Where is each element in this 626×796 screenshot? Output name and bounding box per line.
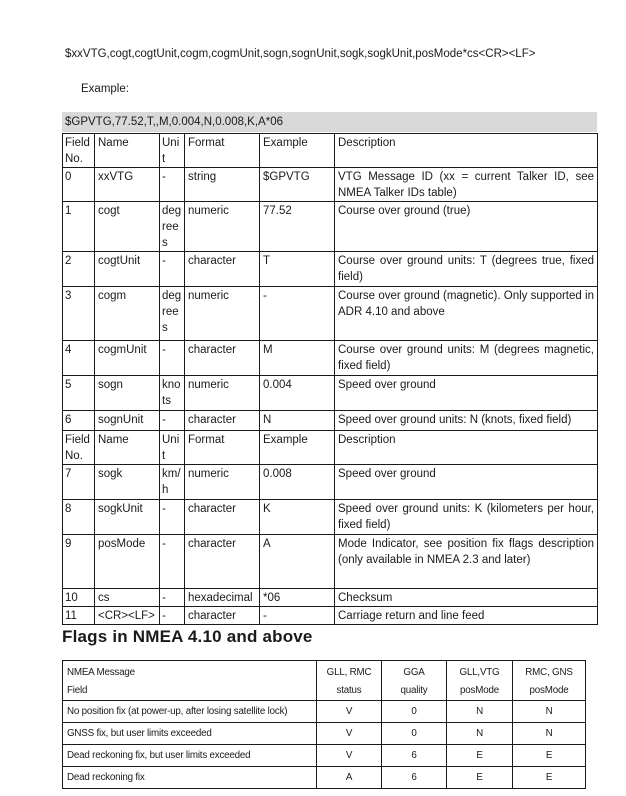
field-unit-cell: degrees [160,202,185,252]
header-line: GLL,VTG [459,667,500,678]
field-example-cell: 0.008 [260,465,335,500]
field-description-cell: Speed over ground [335,465,598,500]
field-no-cell: 1 [63,202,95,252]
vtg-field-table [62,133,598,625]
field-example-cell: N [260,411,335,431]
flags-value-cell: 6 [382,745,447,767]
section-heading: Flags in NMEA 4.10 and above [62,627,313,646]
field-table-header-row [63,134,598,168]
flags-value-cell: 0 [382,701,447,723]
vtg-syntax-line: $xxVTG,cogt,cogtUnit,cogm,cogmUnit,sogn,sognUnit,sogk,sogkUnit,posMode*cs<CR><LF> [65,48,536,60]
field-name-cell: sogn [95,376,160,411]
field-no-cell: 11 [63,607,95,625]
flags-value-cell: 6 [382,767,447,789]
flags-condition-cell: No position fix (at power-up, after losing satellite lock) [63,701,317,723]
field-format-cell: numeric [185,465,260,500]
field-row [63,202,598,252]
field-description-cell: Speed over ground units: N (knots, fixed field) [335,411,598,431]
field-description-cell: Checksum [335,589,598,607]
flags-value-cell: N [447,723,513,745]
field-row [63,589,598,607]
flags-row-header [63,661,317,701]
column-header: Description [335,134,598,168]
field-name-cell: sogk [95,465,160,500]
flags-row [63,723,586,745]
field-row [63,465,598,500]
column-header: Field No. [63,134,95,168]
field-description-cell: Course over ground units: T (degrees true, fixed field) [335,252,598,287]
field-example-cell: K [260,500,335,535]
flags-value-cell: E [447,745,513,767]
flags-value-cell: N [447,701,513,723]
field-format-cell: character [185,252,260,287]
header-line: posMode [529,685,569,696]
field-unit-cell: knots [160,376,185,411]
field-row [63,500,598,535]
flags-value-cell: E [513,745,586,767]
field-no-cell: 4 [63,341,95,376]
field-name-cell: <CR><LF> [95,607,160,625]
field-row [63,341,598,376]
field-example-cell: 77.52 [260,202,335,252]
field-unit-cell: - [160,607,185,625]
flags-table-header-row [63,661,586,701]
field-format-cell: character [185,341,260,376]
field-name-cell: sogkUnit [95,500,160,535]
column-header: Unit [160,134,185,168]
flags-condition-cell: GNSS fix, but user limits exceeded [63,723,317,745]
field-no-cell: 5 [63,376,95,411]
flags-row [63,745,586,767]
field-name-cell: cs [95,589,160,607]
column-header: Example [260,431,335,465]
flags-value-cell: A [317,767,382,789]
header-line: posMode [460,685,499,696]
field-format-cell: hexadecimal [185,589,260,607]
field-name-cell: sognUnit [95,411,160,431]
field-description-cell: Carriage return and line feed [335,607,598,625]
field-name-cell: cogmUnit [95,341,160,376]
header-line: GGA [403,667,425,678]
flags-value-cell: E [447,767,513,789]
header-line: status [336,685,362,696]
field-unit-cell: - [160,252,185,287]
field-no-cell: 6 [63,411,95,431]
field-no-cell: 3 [63,287,95,341]
column-header: Name [95,134,160,168]
field-format-cell: numeric [185,376,260,411]
field-row [63,535,598,589]
field-example-cell: T [260,252,335,287]
flags-row [63,701,586,723]
field-description-cell: Course over ground (true) [335,202,598,252]
field-no-cell: 7 [63,465,95,500]
flags-row [63,767,586,789]
field-unit-cell: - [160,535,185,589]
flags-column-header [513,661,586,701]
nmea-flags-table [62,660,586,789]
field-description-cell: Mode Indicator, see position fix flags description (only available in NMEA 2.3 and later) [335,535,598,589]
field-description-cell: VTG Message ID (xx = current Talker ID, see NMEA Talker IDs table) [335,168,598,202]
field-no-cell: 0 [63,168,95,202]
field-unit-cell: km/h [160,465,185,500]
header-line: GLL, RMC [326,667,372,678]
flags-value-cell: E [513,767,586,789]
flags-condition-cell: Dead reckoning fix, but user limits exceeded [63,745,317,767]
field-unit-cell: - [160,411,185,431]
field-name-cell: xxVTG [95,168,160,202]
field-row [63,607,598,625]
field-name-cell: cogm [95,287,160,341]
flags-condition-cell: Dead reckoning fix [63,767,317,789]
column-header: Example [260,134,335,168]
flags-column-header [447,661,513,701]
field-example-cell: 0.004 [260,376,335,411]
flags-value-cell: V [317,723,382,745]
field-format-cell: character [185,535,260,589]
field-format-cell: character [185,411,260,431]
flags-value-cell: 0 [382,723,447,745]
field-no-cell: 10 [63,589,95,607]
column-header: Description [335,431,598,465]
field-description-cell: Course over ground (magnetic). Only supported in ADR 4.10 and above [335,287,598,341]
field-example-cell: *06 [260,589,335,607]
column-header: Field No. [63,431,95,465]
vtg-field-table-body [63,134,598,625]
field-description-cell: Course over ground units: M (degrees magnetic, fixed field) [335,341,598,376]
field-row [63,252,598,287]
field-unit-cell: - [160,341,185,376]
field-unit-cell: - [160,589,185,607]
example-message-text: $GPVTG,77.52,T,,M,0.004,N,0.008,K,A*06 [65,116,283,128]
field-no-cell: 2 [63,252,95,287]
field-unit-cell: degrees [160,287,185,341]
column-header: Name [95,431,160,465]
field-name-cell: cogt [95,202,160,252]
field-format-cell: string [185,168,260,202]
field-name-cell: cogtUnit [95,252,160,287]
flags-value-cell: V [317,745,382,767]
field-row [63,376,598,411]
field-format-cell: character [185,500,260,535]
field-unit-cell: - [160,500,185,535]
field-description-cell: Speed over ground units: K (kilometers per hour, fixed field) [335,500,598,535]
flags-value-cell: N [513,723,586,745]
column-header: Format [185,431,260,465]
field-example-cell: - [260,287,335,341]
field-row [63,287,598,341]
field-format-cell: numeric [185,287,260,341]
field-format-cell: character [185,607,260,625]
flags-column-header [382,661,447,701]
field-unit-cell: - [160,168,185,202]
field-no-cell: 9 [63,535,95,589]
field-format-cell: numeric [185,202,260,252]
header-line: NMEA Message [67,667,135,678]
field-table-header-row [63,431,598,465]
field-example-cell: M [260,341,335,376]
field-row [63,168,598,202]
field-example-cell: $GPVTG [260,168,335,202]
flags-column-header [317,661,382,701]
header-line: quality [400,685,428,696]
example-label: Example: [81,83,129,95]
field-name-cell: posMode [95,535,160,589]
header-line: Field [67,685,88,696]
field-description-cell: Speed over ground [335,376,598,411]
field-row [63,411,598,431]
field-no-cell: 8 [63,500,95,535]
field-example-cell: - [260,607,335,625]
flags-value-cell: V [317,701,382,723]
column-header: Unit [160,431,185,465]
example-message-highlight [62,112,597,132]
column-header: Format [185,134,260,168]
flags-value-cell: N [513,701,586,723]
header-line: RMC, GNS [525,667,573,678]
field-example-cell: A [260,535,335,589]
nmea-flags-table-body [63,661,586,789]
